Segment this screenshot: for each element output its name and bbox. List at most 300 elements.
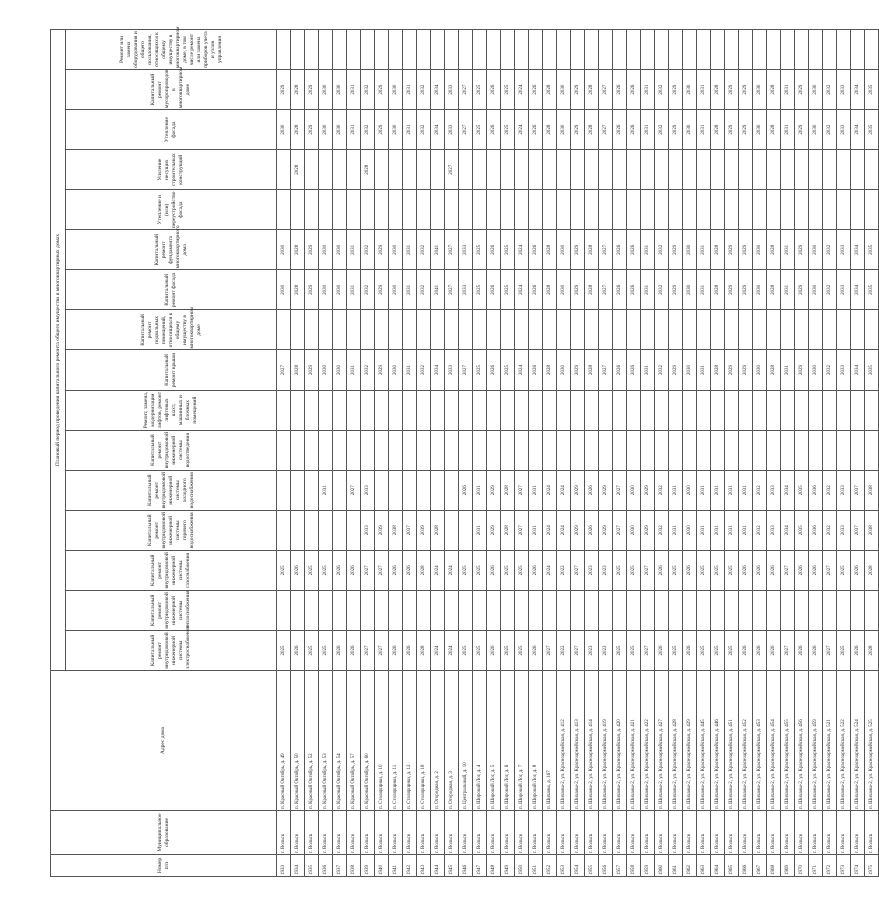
year-cell	[501, 150, 515, 190]
year-cell	[851, 30, 865, 70]
municipality-cell: г. Вольск	[669, 811, 683, 855]
year-cell: 2032	[417, 270, 431, 310]
table-row	[543, 30, 557, 877]
year-cell: 2033	[767, 470, 781, 510]
year-cell: 2029	[571, 470, 585, 510]
year-cell: 2031	[529, 470, 543, 510]
year-cell: 2026	[347, 550, 361, 590]
municipality-cell: г. Вольск	[319, 811, 333, 855]
year-cell	[403, 590, 417, 630]
year-cell: 2026	[529, 110, 543, 150]
year-cell	[319, 430, 333, 470]
year-cell	[417, 590, 431, 630]
address-cell: п. Шиханы-2, ул. Красноармейская, д. 454	[767, 671, 781, 811]
municipality-cell: г. Вольск	[683, 811, 697, 855]
year-cell: 2030	[333, 110, 347, 150]
year-cell	[781, 150, 795, 190]
year-cell	[347, 310, 361, 350]
table-row	[473, 30, 487, 877]
year-cell: 2035	[795, 510, 809, 550]
year-cell	[529, 310, 543, 350]
year-cell	[375, 310, 389, 350]
year-cell	[557, 590, 571, 630]
year-cell	[431, 190, 445, 230]
year-cell	[431, 590, 445, 630]
year-cell	[361, 190, 375, 230]
work-type-header: Капитальный ремонт фундамента многоквартирного дома	[66, 230, 277, 270]
year-cell: 2026	[529, 270, 543, 310]
year-cell: 2029	[571, 230, 585, 270]
year-cell: 2029	[599, 510, 613, 550]
row-number-cell: 1972	[823, 855, 837, 877]
year-cell	[711, 590, 725, 630]
year-cell: 2027	[375, 550, 389, 590]
year-cell	[361, 310, 375, 350]
year-cell	[431, 390, 445, 430]
year-cell: 2034	[851, 270, 865, 310]
year-cell	[669, 390, 683, 430]
year-cell	[557, 430, 571, 470]
year-cell	[585, 150, 599, 190]
year-cell	[571, 30, 585, 70]
year-cell	[739, 310, 753, 350]
year-cell	[501, 30, 515, 70]
year-cell	[655, 310, 669, 350]
year-cell	[529, 390, 543, 430]
year-cell: 2028	[711, 270, 725, 310]
row-number-cell: 1956	[599, 855, 613, 877]
year-cell: 2025	[305, 550, 319, 590]
year-cell: 2032	[417, 350, 431, 390]
year-cell: 2029	[669, 230, 683, 270]
year-cell	[459, 510, 473, 550]
year-cell: 2027	[599, 270, 613, 310]
year-cell: 2025	[473, 270, 487, 310]
year-cell	[585, 430, 599, 470]
address-cell: п. Шиханы-2, ул. Красноармейская, д. 422	[641, 671, 655, 811]
year-cell	[725, 430, 739, 470]
year-cell: 2026	[291, 630, 305, 670]
year-cell: 2027	[599, 350, 613, 390]
row-number-cell: 1970	[795, 855, 809, 877]
year-cell: 2025	[837, 550, 851, 590]
table-row	[557, 30, 571, 877]
year-cell	[557, 190, 571, 230]
year-cell: 2030	[627, 510, 641, 550]
year-cell: 2029	[375, 270, 389, 310]
year-cell: 2032	[655, 70, 669, 110]
year-cell: 2026	[487, 110, 501, 150]
address-cell: п. Шиханы-2, ул. Красноармейская, д. 455	[781, 671, 795, 811]
year-cell	[347, 30, 361, 70]
year-cell: 2024	[557, 470, 571, 510]
year-cell	[375, 590, 389, 630]
year-cell	[613, 430, 627, 470]
year-cell	[571, 590, 585, 630]
year-cell: 2031	[347, 230, 361, 270]
municipality-cell: г. Вольск	[459, 811, 473, 855]
year-cell: 2029	[571, 110, 585, 150]
row-number-cell: 1954	[571, 855, 585, 877]
year-cell	[417, 470, 431, 510]
year-cell: 2038	[865, 510, 879, 550]
year-cell: 2033	[837, 70, 851, 110]
year-cell: 2031	[641, 350, 655, 390]
address-cell: п. Шиханы-2, ул. Красноармейская, д. 446	[711, 671, 725, 811]
year-cell: 2029	[487, 470, 501, 510]
year-cell: 2026	[795, 630, 809, 670]
row-number-cell: 1950	[515, 855, 529, 877]
year-cell: 2026	[529, 350, 543, 390]
year-cell: 2024	[515, 110, 529, 150]
work-type-header: Капитальный ремонт крыши	[66, 350, 277, 390]
municipality-header: Муниципальное образование	[51, 811, 277, 855]
year-cell: 2025	[515, 550, 529, 590]
year-cell	[781, 310, 795, 350]
year-cell	[361, 390, 375, 430]
address-cell: п. Шиханы-2, ул. Красноармейская, д. 524	[851, 671, 865, 811]
address-cell: п. Центральный, д. 10	[459, 671, 473, 811]
year-cell: 2025	[697, 630, 711, 670]
year-cell	[669, 150, 683, 190]
address-cell: п. Шиханы-2, ул. Красноармейская, д. 429	[683, 671, 697, 811]
year-cell: 2033	[837, 470, 851, 510]
year-cell: 2032	[655, 470, 669, 510]
year-cell: 2031	[641, 270, 655, 310]
year-cell: 2029	[725, 110, 739, 150]
table-row	[613, 30, 627, 877]
year-cell	[445, 470, 459, 510]
year-cell: 2031	[697, 70, 711, 110]
table-row	[669, 30, 683, 877]
year-cell: 2026	[613, 70, 627, 110]
year-cell: 2029	[669, 350, 683, 390]
period-title: Плановый период проведения капитального ремонта общего имущества в многоквартирных домах	[51, 30, 66, 671]
year-cell: 2031	[725, 510, 739, 550]
year-cell	[697, 310, 711, 350]
year-cell: 2026	[529, 630, 543, 670]
year-cell	[557, 310, 571, 350]
year-cell	[809, 30, 823, 70]
year-cell: 2031	[403, 70, 417, 110]
year-cell	[683, 150, 697, 190]
year-cell: 2028	[865, 630, 879, 670]
municipality-cell: г. Вольск	[403, 811, 417, 855]
row-number-cell: 1967	[753, 855, 767, 877]
year-cell: 2031	[781, 350, 795, 390]
row-number-cell: 1969	[781, 855, 795, 877]
year-cell: 2028	[711, 350, 725, 390]
year-cell	[781, 190, 795, 230]
year-cell	[767, 430, 781, 470]
municipality-cell: г. Вольск	[445, 811, 459, 855]
year-cell	[697, 390, 711, 430]
year-cell	[613, 310, 627, 350]
year-cell: 2029	[669, 270, 683, 310]
work-type-header: Капитальный ремонт внутридомовой инженерной системы горячего водоснабжения	[66, 510, 277, 550]
year-cell	[823, 430, 837, 470]
row-number-cell: 1964	[711, 855, 725, 877]
year-cell	[627, 150, 641, 190]
year-cell: 2024	[515, 70, 529, 110]
year-cell: 2031	[347, 110, 361, 150]
year-cell	[515, 590, 529, 630]
year-cell: 2026	[389, 630, 403, 670]
year-cell	[319, 310, 333, 350]
year-cell	[571, 390, 585, 430]
table-row	[641, 30, 655, 877]
year-cell	[333, 430, 347, 470]
municipality-cell: г. Вольск	[823, 811, 837, 855]
year-cell: 2026	[809, 550, 823, 590]
year-cell: 2026	[613, 230, 627, 270]
year-cell	[515, 190, 529, 230]
year-cell	[599, 150, 613, 190]
year-cell: 2029	[725, 230, 739, 270]
year-cell	[641, 190, 655, 230]
year-cell: 2031	[641, 110, 655, 150]
year-cell: 2031	[403, 270, 417, 310]
year-cell: 2027	[445, 230, 459, 270]
year-cell	[641, 430, 655, 470]
address-cell: п. Огородная, д. 3	[445, 671, 459, 811]
municipality-cell: г. Вольск	[487, 811, 501, 855]
year-cell	[361, 30, 375, 70]
table-row	[851, 30, 865, 877]
row-number-cell: 1974	[851, 855, 865, 877]
year-cell: 2037	[851, 470, 865, 510]
year-cell	[305, 430, 319, 470]
year-cell	[809, 430, 823, 470]
address-cell: п. Красный Октябрь, д. 52	[305, 671, 319, 811]
year-cell: 2031	[697, 270, 711, 310]
year-cell: 2026	[753, 630, 767, 670]
year-cell	[389, 310, 403, 350]
year-cell: 2030	[683, 470, 697, 510]
year-cell: 2030	[333, 270, 347, 310]
year-cell	[599, 590, 613, 630]
year-cell	[711, 430, 725, 470]
year-cell: 2030	[319, 270, 333, 310]
work-type-header: Капитальный ремонт подвальных помещений, относящихся к общему имуществу в многоквартирном доме	[66, 310, 277, 350]
year-cell: 2030	[683, 350, 697, 390]
year-cell	[375, 150, 389, 190]
work-type-header: Ремонт, замена, модернизация лифтов, ремонт лифтовых шахт, машинных и блочных помещений	[66, 390, 277, 430]
year-cell	[291, 470, 305, 510]
year-cell: 2033	[837, 510, 851, 550]
year-cell	[599, 430, 613, 470]
year-cell: 2035	[865, 270, 879, 310]
year-cell: 2025	[711, 550, 725, 590]
year-cell: 2031	[347, 70, 361, 110]
year-cell	[319, 30, 333, 70]
year-cell: 2030	[753, 350, 767, 390]
year-cell	[291, 190, 305, 230]
year-cell: 2029	[739, 70, 753, 110]
municipality-cell: г. Вольск	[641, 811, 655, 855]
year-cell	[487, 390, 501, 430]
year-cell: 2030	[333, 350, 347, 390]
year-cell: 2033	[837, 110, 851, 150]
municipality-cell: г. Вольск	[389, 811, 403, 855]
year-cell	[669, 430, 683, 470]
year-cell: 2026	[487, 550, 501, 590]
year-cell	[809, 150, 823, 190]
year-cell: 2025	[277, 550, 291, 590]
year-cell	[529, 150, 543, 190]
year-cell: 2030	[753, 270, 767, 310]
year-cell: 2030	[389, 110, 403, 150]
year-cell: 2031	[697, 350, 711, 390]
table-row	[599, 30, 613, 877]
year-cell: 2029	[641, 470, 655, 510]
year-cell: 2026	[655, 630, 669, 670]
year-cell: 2034	[851, 230, 865, 270]
year-cell	[515, 150, 529, 190]
address-cell: п. Столярщики, д. 12	[403, 671, 417, 811]
year-cell	[585, 590, 599, 630]
year-cell	[585, 30, 599, 70]
year-cell	[823, 390, 837, 430]
address-cell: п. Широкий Лог, д. 6	[501, 671, 515, 811]
year-cell: 2026	[683, 550, 697, 590]
table-row	[361, 30, 375, 877]
year-cell: 2029	[375, 350, 389, 390]
year-cell: 2029	[725, 350, 739, 390]
row-number-cell: 1938	[347, 855, 361, 877]
year-cell: 2027	[277, 350, 291, 390]
year-cell	[333, 310, 347, 350]
year-cell: 2031	[739, 510, 753, 550]
year-cell: 2027	[515, 470, 529, 510]
year-cell	[697, 30, 711, 70]
year-cell	[767, 390, 781, 430]
year-cell: 2041	[431, 270, 445, 310]
year-cell	[431, 430, 445, 470]
year-cell	[277, 590, 291, 630]
year-cell	[319, 190, 333, 230]
year-cell: 2025	[669, 550, 683, 590]
year-cell	[641, 390, 655, 430]
year-cell: 2028	[543, 270, 557, 310]
year-cell	[347, 510, 361, 550]
year-cell	[767, 590, 781, 630]
year-cell: 2029	[739, 110, 753, 150]
year-cell: 2035	[865, 110, 879, 150]
year-cell: 2025	[473, 70, 487, 110]
year-cell: 2030	[389, 230, 403, 270]
year-cell: 2031	[319, 470, 333, 510]
year-cell: 2028	[865, 550, 879, 590]
year-cell: 2034	[431, 70, 445, 110]
address-cell: п. Широкий Лог, д. 7	[515, 671, 529, 811]
year-cell	[627, 30, 641, 70]
year-cell: 2027	[641, 550, 655, 590]
year-cell	[361, 430, 375, 470]
row-number-cell: 1953	[557, 855, 571, 877]
row-number-cell: 1936	[319, 855, 333, 877]
year-cell	[627, 390, 641, 430]
year-cell	[683, 390, 697, 430]
year-cell: 2031	[403, 350, 417, 390]
year-cell: 2026	[389, 550, 403, 590]
year-cell: 2032	[655, 270, 669, 310]
year-cell: 2029	[795, 270, 809, 310]
municipality-cell: г. Вольск	[305, 811, 319, 855]
work-type-header: Капитальный ремонт внутридомовой инженерной системы водоотведения	[66, 430, 277, 470]
year-cell: 2022	[557, 630, 571, 670]
year-cell	[683, 30, 697, 70]
year-cell	[543, 190, 557, 230]
year-cell: 2029	[487, 510, 501, 550]
row-number-cell: 1957	[613, 855, 627, 877]
year-cell: 2026	[753, 550, 767, 590]
year-cell: 2024	[557, 510, 571, 550]
row-number-cell: 1968	[767, 855, 781, 877]
year-cell	[655, 590, 669, 630]
year-cell	[655, 150, 669, 190]
year-cell: 2030	[683, 70, 697, 110]
year-cell: 2027	[375, 630, 389, 670]
year-cell	[641, 30, 655, 70]
year-cell: 2032	[361, 70, 375, 110]
municipality-cell: г. Вольск	[473, 811, 487, 855]
year-cell: 2025	[725, 630, 739, 670]
year-cell: 2028	[767, 70, 781, 110]
year-cell: 2026	[655, 550, 669, 590]
row-number-cell: 1971	[809, 855, 823, 877]
year-cell: 2037	[403, 510, 417, 550]
address-cell: п. Шиханы-2, ул. Красноармейская, д. 428	[669, 671, 683, 811]
year-cell	[795, 30, 809, 70]
year-cell	[515, 430, 529, 470]
year-cell	[305, 510, 319, 550]
year-cell: 2025	[319, 630, 333, 670]
address-cell: п. Широкий Лог, д. 8	[529, 671, 543, 811]
work-type-header: Капитальный ремонт фасада	[66, 270, 277, 310]
year-cell	[767, 150, 781, 190]
year-cell: 2032	[655, 510, 669, 550]
year-cell: 2031	[697, 110, 711, 150]
year-cell: 2027	[781, 550, 795, 590]
repair-schedule-table	[50, 26, 879, 877]
year-cell	[333, 30, 347, 70]
year-cell	[333, 390, 347, 430]
year-cell: 2030	[683, 230, 697, 270]
year-cell	[319, 390, 333, 430]
year-cell: 2027	[459, 350, 473, 390]
year-cell	[417, 310, 431, 350]
year-cell: 2028	[767, 350, 781, 390]
year-cell: 2031	[711, 510, 725, 550]
year-cell: 2028	[767, 230, 781, 270]
municipality-cell: г. Вольск	[627, 811, 641, 855]
year-cell: 2026	[487, 270, 501, 310]
table-row	[431, 30, 445, 877]
year-cell: 2031	[473, 510, 487, 550]
year-cell: 2030	[809, 70, 823, 110]
year-cell	[277, 150, 291, 190]
year-cell	[417, 430, 431, 470]
year-cell	[571, 150, 585, 190]
year-cell: 2031	[347, 350, 361, 390]
year-cell: 2026	[627, 110, 641, 150]
year-cell	[753, 190, 767, 230]
table-row	[739, 30, 753, 877]
address-cell: п. Шиханы-2, ул. Красноармейская, д. 521	[823, 671, 837, 811]
year-cell	[865, 150, 879, 190]
year-cell	[837, 590, 851, 630]
